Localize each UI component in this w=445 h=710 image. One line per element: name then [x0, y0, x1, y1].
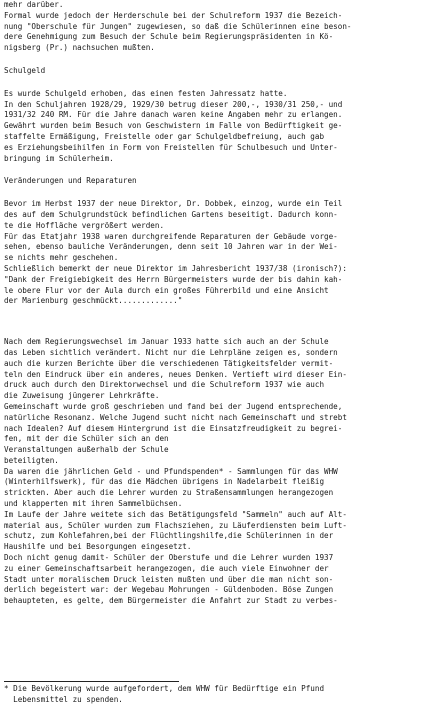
paragraph [4, 11, 442, 54]
text-line: se nichts mehr geschehen. [4, 253, 119, 263]
text-line: die Zuweisung jüngerer Lehrkräfte. [4, 391, 160, 401]
text-line: beteiligten. [4, 455, 59, 465]
text-line: Gemeinschaft wurde groß geschrieben und fand bei der Jugend entsprechende, [4, 401, 343, 411]
footnote-separator [4, 681, 179, 682]
text-line: 1931/32 240 RM. Für die Jahre danach waren keine Angaben mehr zu erlangen. [4, 110, 343, 120]
spacer [4, 187, 442, 199]
text-line: dere Genehmigung zum Besuch der Schule beim Regierungspräsidenten in Kö- [4, 32, 334, 42]
text-line: Es wurde Schulgeld erhoben, das einen festen Jahressatz hatte. [4, 88, 288, 98]
section-heading: Veränderungen und Reparaturen [4, 176, 137, 186]
spacer [4, 164, 442, 176]
text-line: Formal wurde jedoch der Herderschule bei der Schulreform 1937 die Bezeich- [4, 10, 343, 20]
text-line: strickten. Aber auch die Lehrer wurden zu Straßensammlungen herangezogen [4, 488, 334, 498]
text-line: In den Schuljahren 1928/29, 1929/30 betrug dieser 200,-, 1930/31 250,- und [4, 99, 343, 109]
spacer [4, 307, 442, 337]
text-line: natürliche Resonanz. Welche Jugend sucht nicht nach Gemeinschaft und strebt [4, 412, 347, 422]
text-line: nach Idealen? Auf diesem Hintergrund ist die Einsatzfreudigkeit zu begrei- [4, 423, 343, 433]
footnote-line: Lebensmittel zu spenden. [4, 694, 123, 704]
footnote-line: * Die Bevölkerung wurde aufgefordert, dem WHW für Bedürftige ein Pfund [4, 684, 325, 693]
paragraph [4, 199, 442, 307]
text-line: Schließlich bemerkt der neue Direktor im Jahresbericht 1937/38 (ironisch?): [4, 263, 347, 273]
text-line: Für das Etatjahr 1938 waren durchgreifende Reparaturen der Gebäude vorge- [4, 231, 338, 241]
section-heading: Schulgeld [4, 65, 46, 75]
text-line: das Leben sichtlich verändert. Nicht nur die Lehrpläne zeigen es, sondern [4, 347, 338, 357]
text-line: Gewährt wurden beim Besuch von Geschwistern im Falle von Bedürftigkeit ge- [4, 121, 343, 131]
text-line: Doch nicht genug damit- Schüler der Oberstufe und die Lehrer wurden 1937 [4, 553, 334, 563]
text-line: zu einer Gemeinschaftsarbeit herangezogen, die auch viele Einwohner der [4, 563, 329, 573]
text-line: "Dank der Freigiebigkeit des Herrn Bürgermeisters wurde der bis dahin kah- [4, 274, 343, 284]
text-line: behaupteten, es gelte, dem Bürgermeister die Anfahrt zur Stadt zu verbes- [4, 596, 338, 606]
text-line: le obere Flur vor der Aula durch ein großes Führerbild und eine Ansicht [4, 285, 329, 295]
text-line: nung "Oberschule für Jungen" zugewiesen, so daß die Schülerinnen eine beson- [4, 21, 352, 31]
spacer [4, 54, 442, 66]
paragraph [4, 337, 442, 607]
text-line: mehr darüber. [4, 0, 64, 9]
text-line: nigsberg (Pr.) nachsuchen mußten. [4, 43, 155, 53]
paragraph [4, 0, 442, 11]
text-line: fen, mit der die Schüler sich an den [4, 434, 169, 444]
text-line: auch die kurzen Berichte über die verschiedenen Tätigkeitsfelder vermit- [4, 358, 334, 368]
text-line: Veranstaltungen außerhalb der Schule [4, 445, 169, 455]
text-line: Bevor im Herbst 1937 der neue Direktor, Dr. Dobbek, einzog, wurde ein Teil [4, 199, 343, 209]
spacer [4, 77, 442, 89]
text-line: material aus, Schüler wurden zum Flachsziehen, zu Läuferdiensten beim Luft- [4, 520, 347, 530]
text-line: Stadt unter moralischem Druck leisten mußten und über die man nicht son- [4, 574, 334, 584]
text-line: druck auch durch den Direktorwechsel und die Schulreform 1937 wie auch [4, 380, 325, 390]
text-line: der Marienburg geschmückt............." [4, 296, 183, 306]
text-line: schutz, zum Kohlefahren,bei der Flüchtlingshilfe,die Schülerinnen in der [4, 531, 334, 541]
text-line: Da waren die jährlichen Geld - und Pfundspenden* - Sammlungen für das WHW [4, 466, 338, 476]
text-line: te die Hoffläche vergrößert werden. [4, 220, 165, 230]
footnote [4, 684, 442, 706]
text-line: Nach dem Regierungswechsel im Januar 1933 hatte sich auch an der Schule [4, 337, 329, 347]
text-line: teln den Eindruck über ein anderes, neues Denken. Vertieft wird dieser Ein- [4, 369, 347, 379]
paragraph [4, 89, 442, 165]
text-line: sehen, ebenso bauliche Veränderungen, denn seit 10 Jahren war in der Wei- [4, 242, 338, 252]
text-line: es Erziehungsbeihilfen in Form von Freistellen für Schulbesuch und Unter- [4, 142, 338, 152]
text-line: Haushilfe und bei Besorgungen eingesetzt. [4, 542, 192, 552]
text-line: derlich begeistert war: der Wegebau Mohrungen - Güldenboden. Böse Zungen [4, 585, 334, 595]
document-body [4, 0, 442, 607]
text-line: staffelte Ermäßigung, Freistelle oder gar Schulgeldbefreiung, auch gab [4, 131, 325, 141]
text-line: des auf dem Schulgrundstück befindlichen Gartens beseitigt. Dadurch konn- [4, 209, 338, 219]
text-line: und klapperten mit ihren Sammelbüchsen. [4, 499, 183, 509]
text-line: bringung im Schülerheim. [4, 153, 114, 163]
text-line: (Winterhilfswerk), für das die Mädchen übrigens in Nadelarbeit fleißig [4, 477, 325, 487]
text-line: Im Laufe der Jahre weitete sich das Betätigungsfeld "Sammeln" auch auf Alt- [4, 509, 347, 519]
